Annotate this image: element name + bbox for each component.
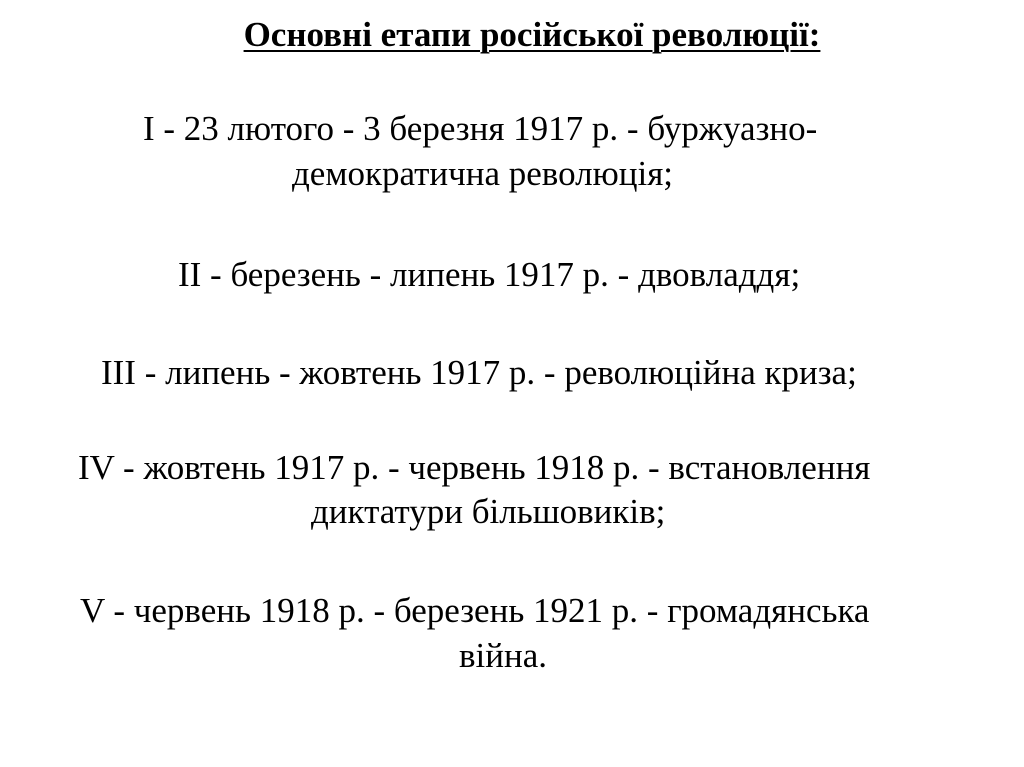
stage-2-line-1: II - березень - липень 1917 р. - двовладдя; [178,255,801,294]
slide-title: Основні етапи російської революції: [243,15,821,54]
stage-1-line-1: I - 23 лютого - 3 березня 1917 р. - буржуазно- [143,109,818,148]
stage-3-line-1: III - липень - жовтень 1917 р. - революційна криза; [101,353,857,392]
stage-4-line-2: диктатури більшовиків; [311,492,666,531]
stage-5-line-2: війна. [459,636,547,675]
stage-5-line-1: V - червень 1918 р. - березень 1921 р. - громадянська [80,591,870,630]
stage-4-line-1: IV - жовтень 1917 р. - червень 1918 р. - встановлення [78,448,871,487]
stage-1-line-2: демократична революція; [292,154,674,193]
